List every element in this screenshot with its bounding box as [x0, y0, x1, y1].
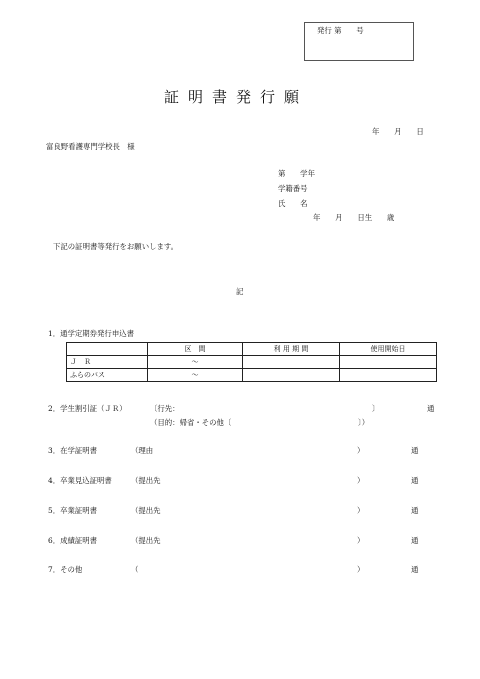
purpose-close: 〕） [358, 418, 370, 427]
submit-to-close: ） [357, 476, 365, 485]
table-header: 使用開始日 [340, 343, 437, 356]
item-4-title: 4．卒業見込証明書 [48, 476, 112, 485]
submit-to-open: （提出先 [131, 476, 161, 485]
other-close: ） [357, 565, 365, 574]
table-row-label: ふらのバス [67, 369, 148, 382]
table-header: 区 間 [148, 343, 243, 356]
purpose-open: （目的：帰省・その他〔 [150, 418, 232, 427]
student-number-label: 学籍番号 [278, 184, 308, 193]
copies-unit: 通 [411, 476, 419, 485]
table-cell [243, 369, 340, 382]
commuter-pass-table [66, 342, 437, 382]
reason-close: ） [357, 446, 365, 455]
date-line: 年 月 日 [372, 127, 424, 136]
item-6-title: 6．成績証明書 [48, 536, 98, 545]
request-text: 下記の証明書等発行をお願いします。 [53, 242, 179, 251]
page-title: 証明書発行願 [164, 88, 309, 106]
reason-open: （理由 [131, 446, 154, 455]
copies-unit: 通 [411, 446, 419, 455]
destination-open: 〔行先： [150, 404, 180, 413]
grade-label: 第 学年 [278, 169, 315, 178]
ki-heading: 記 [236, 287, 244, 296]
copies-unit: 通 [411, 536, 419, 545]
table-cell-tilde: ～ [148, 356, 243, 369]
table-cell [340, 369, 437, 382]
table-cell [340, 356, 437, 369]
item-3-title: 3．在学証明書 [48, 446, 98, 455]
item-5-title: 5．卒業証明書 [48, 506, 98, 515]
item-1-title: 1．通学定期券発行申込書 [48, 329, 135, 338]
submit-to-open: （提出先 [131, 506, 161, 515]
issue-number-label: 発行 第 号 [317, 26, 364, 35]
table-cell [67, 343, 148, 356]
copies-unit: 通 [411, 565, 419, 574]
copies-unit: 通 [427, 404, 435, 413]
table-header: 利 用 期 間 [243, 343, 340, 356]
submit-to-open: （提出先 [131, 536, 161, 545]
item-2-title: 2．学生割引証（ＪＲ） [48, 404, 127, 413]
item-7-title: 7．その他 [48, 565, 83, 574]
table-row [67, 369, 437, 382]
submit-to-close: ） [357, 536, 365, 545]
table-row-label: Ｊ Ｒ [67, 356, 148, 369]
name-label: 氏 名 [278, 199, 308, 208]
submit-to-close: ） [357, 506, 365, 515]
table-row [67, 356, 437, 369]
table-header-row [67, 343, 437, 356]
destination-close: 〕 [372, 404, 380, 413]
addressee: 富良野看護専門学校長 様 [46, 142, 135, 151]
table-cell [243, 356, 340, 369]
date-of-birth-label: 年 月 日生 歳 [313, 213, 395, 222]
copies-unit: 通 [411, 506, 419, 515]
table-cell-tilde: ～ [148, 369, 243, 382]
other-open: （ [131, 565, 139, 574]
